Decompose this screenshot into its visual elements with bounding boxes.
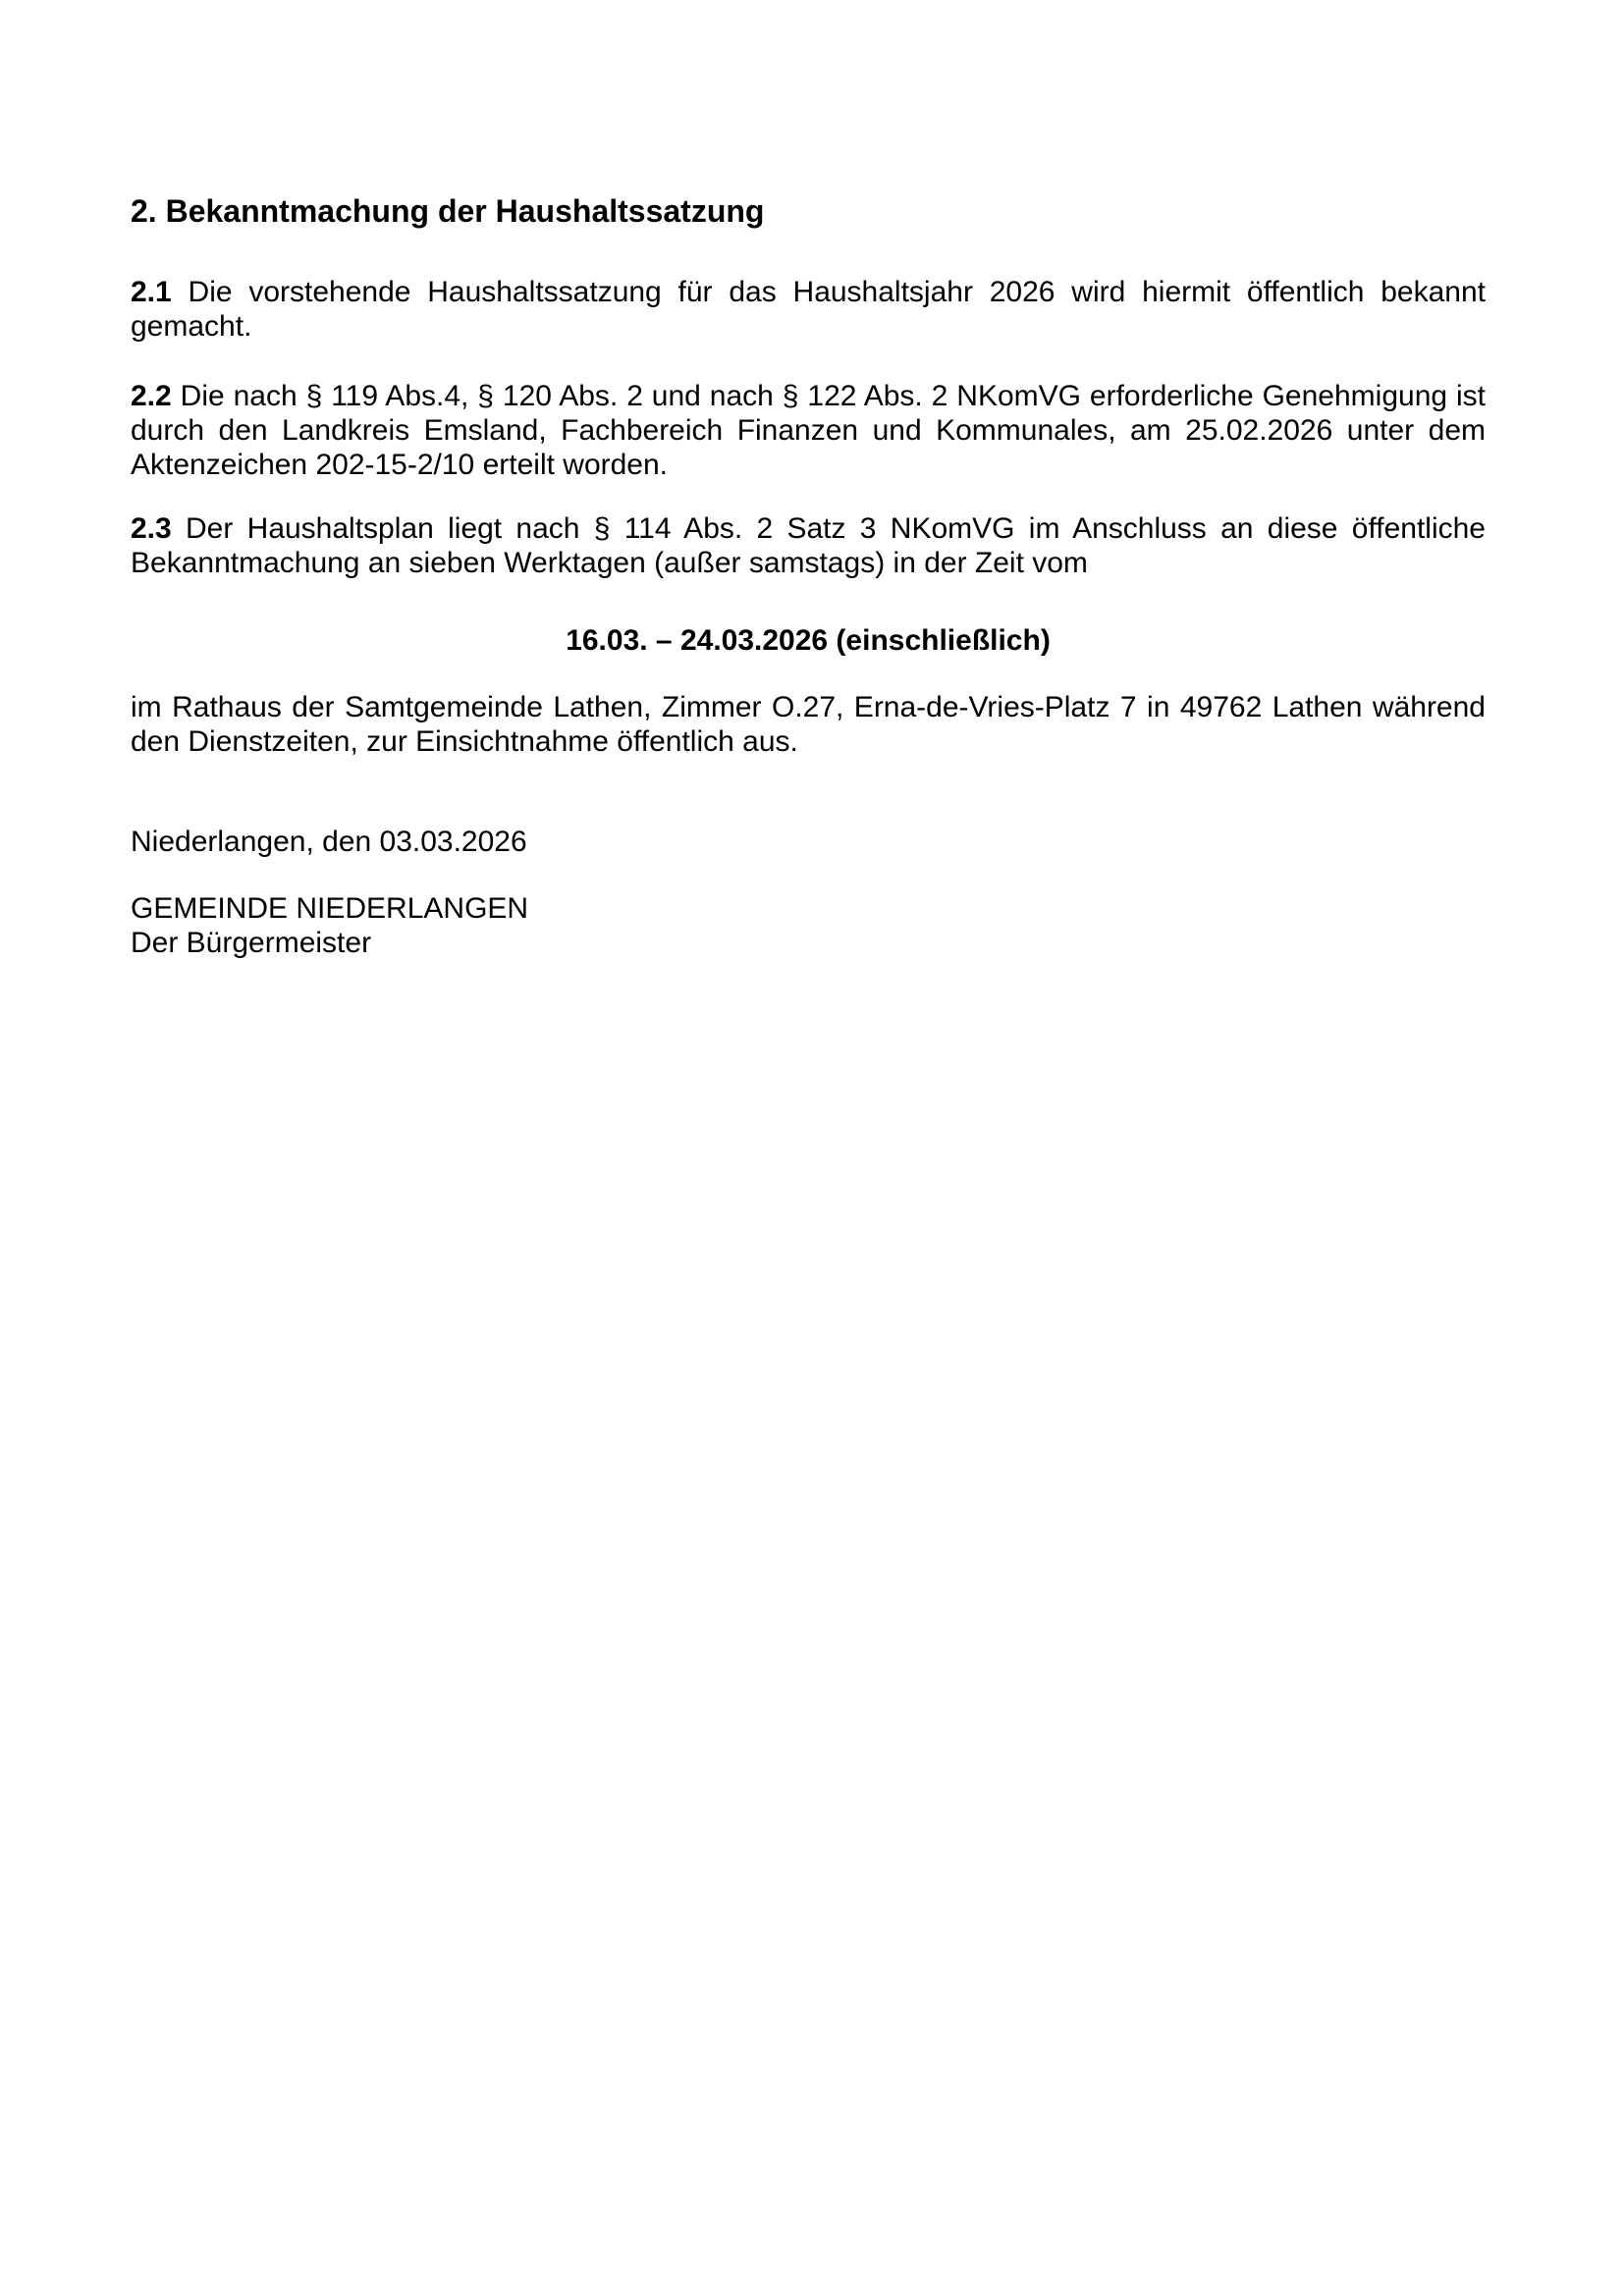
- display-period: 16.03. – 24.03.2026 (einschließlich): [566, 624, 1051, 657]
- signature-role: Der Bürgermeister: [131, 927, 372, 959]
- location-paragraph: im Rathaus der Samtgemeinde Lathen, Zimmer O.27, Erna-de-Vries-Platz 7 in 49762 Lathen während den Dienstzeiten, zur Einsichtnahme öffentlich aus.: [131, 691, 1486, 758]
- document-content: [131, 192, 1486, 960]
- paragraph-2-1: [131, 275, 1486, 344]
- paragraph-2-3-number: 2.3: [131, 512, 172, 545]
- paragraph-2-1-text: Die vorstehende Haushaltssatzung für das Haushaltsjahr 2026 wird hiermit öffentlich bekannt gemacht.: [131, 276, 1487, 343]
- paragraph-2-1-number: 2.1: [131, 276, 172, 308]
- signature-organization: GEMEINDE NIEDERLANGEN: [131, 892, 529, 925]
- document-heading: 2. Bekanntmachung der Haushaltssatzung: [131, 193, 765, 229]
- paragraph-2-2: [131, 379, 1486, 482]
- paragraph-2-3-text: Der Haushaltsplan liegt nach § 114 Abs. 2 Satz 3 NKomVG im Anschluss an diese öffentliche Bekanntmachung an sieben Werktagen (außer samstags) in der Zeit vom: [131, 512, 1486, 579]
- paragraph-2-2-text: Die nach § 119 Abs.4, § 120 Abs. 2 und nach § 122 Abs. 2 NKomVG erforderliche Genehmigung ist durch den Landkreis Emsland, Fachbereich Finanzen und Kommunales, am 25.02.2026 unter dem Aktenzeichen 202-15-2/10 erteilt worden.: [131, 380, 1486, 481]
- paragraph-2-3: [131, 511, 1486, 580]
- dateline: Niederlangen, den 03.03.2026: [131, 826, 527, 858]
- paragraph-2-2-number: 2.2: [131, 380, 172, 412]
